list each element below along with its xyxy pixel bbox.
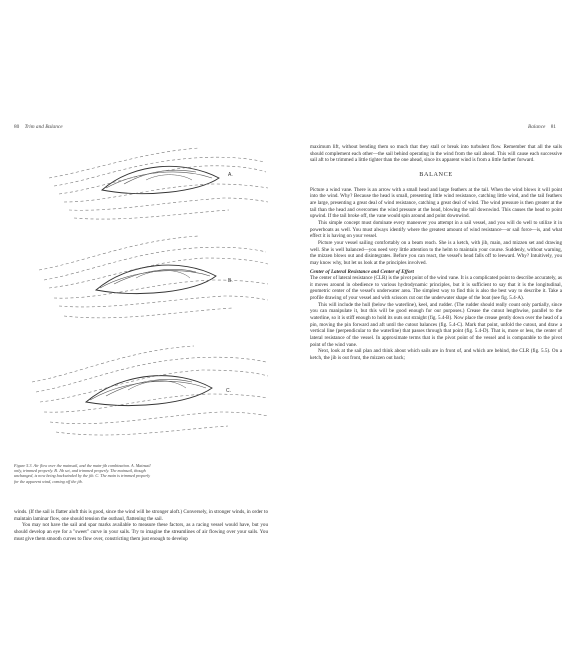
- left-paragraph: winds. (If the sail is flatter aloft this is good, since the wind will be stronger aloft.) Conversely, in stronger winds, in order to maintain laminar flow, one should tension the outhaul, flattening the sail.: [14, 509, 268, 522]
- intro-paragraph: maximum lift, without bending them so much that they stall or break into turbulent flow. Remember that all the sails should complement each other—the sail behind operating in the wind from the sail ahead. This will cause each successive sail aft to be trimmed a little tighter than the one ahead, since its apparent wind is from a little farther forward.: [310, 144, 562, 164]
- section-paragraph: Picture a wind vane. There is an arrow with a small head and large feathers at the tail. When the wind blows it will point into the wind. Why? Because the head is small, presenting little wind resistance, catching little wind, and the tail feathers are large, presenting a great deal of wind resistance, catching a great deal of wind. The wind pressure is then greater at the tail than the head and overcomes the wind pressure at the head, blowing the tail downwind. This causes the head to point upwind. If the tail broke off, the vane would spin around and point downwind.: [310, 186, 562, 220]
- section-paragraph: This simple concept must dominate every maneuver you attempt in a sail vessel, and you will do well to utilize it in powerboats as well. You must always identify where the greatest amount of wind resistance—or sail force—is, and what effect it is having on your vessel.: [310, 219, 562, 240]
- left-body-text: [14, 509, 268, 542]
- boat-b-drawing: [96, 265, 216, 293]
- sub-paragraph: Next, look at the sail plan and think about which sails are in front of, and which are behind, the CLR (fig. 5.5). On a ketch, the jib is out front, the mizzen out back;: [310, 348, 562, 362]
- airflow-lines-b: [39, 236, 268, 318]
- sail-airflow-figure: [14, 140, 276, 470]
- airflow-lines-c: [32, 346, 268, 435]
- airflow-lines-a: [49, 148, 268, 219]
- boat-c-drawing: [86, 376, 212, 406]
- right-running-head-title: Balance: [528, 124, 546, 130]
- sub-paragraph: This will include the hull (below the waterline), keel, and rudder. (The rudder should really count only partially, since you can manipulate it, but this will be good enough for our purposes.) Crease the cutout lengthwise, parallel to the waterline, so it is stiff enough to hold its outs out straight (fig. 5.4-B). Now place the crease gently down over the head of a pin, moving the pin forward and aft until the cutout balances (fig. 5.4-C). Mark that point, unfold the cutout, and draw a vertical line (perpendicular to the waterline) that passes through that point (fig. 5.4-D). That is, more or less, the center of lateral resistance of the vessel. In approximate terms that is the pivot point of the vessel and is comparable to the pivot point of the wind vane.: [310, 301, 562, 348]
- left-paragraph: You may not have the sail and spar marks available to measure these factors, as a racing vessel would have, but you should develop an eye for a "sweet" curve in your sails. Try to imagine the streamlines of air flowing over your sails. You must give them smooth curves to flow over, constricting them just enough to develop: [14, 522, 268, 542]
- right-page: [284, 0, 568, 649]
- figure-label-b: B.: [228, 278, 233, 284]
- figure-label-c: C.: [226, 388, 231, 394]
- sail-airflow-illustration: [14, 140, 276, 470]
- subheading: Center of Lateral Resistance and Center of Effort: [310, 268, 414, 275]
- section-paragraph: Picture your vessel sailing comfortably on a beam reach. She is a ketch, with jib, main, and mizzen set and drawing well. She is well balanced—you need very little attention to the helm to maintain your course. Suddenly, without warning, the mizzen blows out and disintegrates. Before you can react, the vessel's head falls off to leeward. Why? Intuitively, you may know why, but let us look at the principles involved.: [310, 239, 562, 266]
- section-heading: BALANCE: [419, 170, 453, 178]
- right-body-text: [310, 144, 562, 362]
- figure-label-a: A.: [228, 172, 233, 178]
- right-running-head: [528, 124, 556, 130]
- figure-caption: Figure 5.3. Air flow over the mainsail, and the main-jib combination. A. Mainsail only, trimmed properly. B. Jib set, and trimmed properly. The mainsail, though unchanged, is now being backwinded by the jib. C. The main is trimmed properly for the apparent wind, coming off the jib.: [14, 463, 151, 484]
- left-running-head: [14, 124, 63, 130]
- right-page-number: 81: [550, 124, 556, 130]
- left-page-number: 80: [14, 124, 20, 130]
- left-running-head-title: Trim and Balance: [24, 124, 63, 130]
- sub-paragraph: The center of lateral resistance (CLR) is the pivot point of the wind vane. It is a complicated point to describe accurately, as it moves around in obedience to various hydrodynamic principles, but it is sufficient to say that it is the longitudinal, geometric center of the vessel's underwater area. The simplest way to find this is also the best way to describe it. Take a profile drawing of your vessel and with scissors cut out the underwater shape of the boat (see fig. 5.4-A).: [310, 275, 563, 302]
